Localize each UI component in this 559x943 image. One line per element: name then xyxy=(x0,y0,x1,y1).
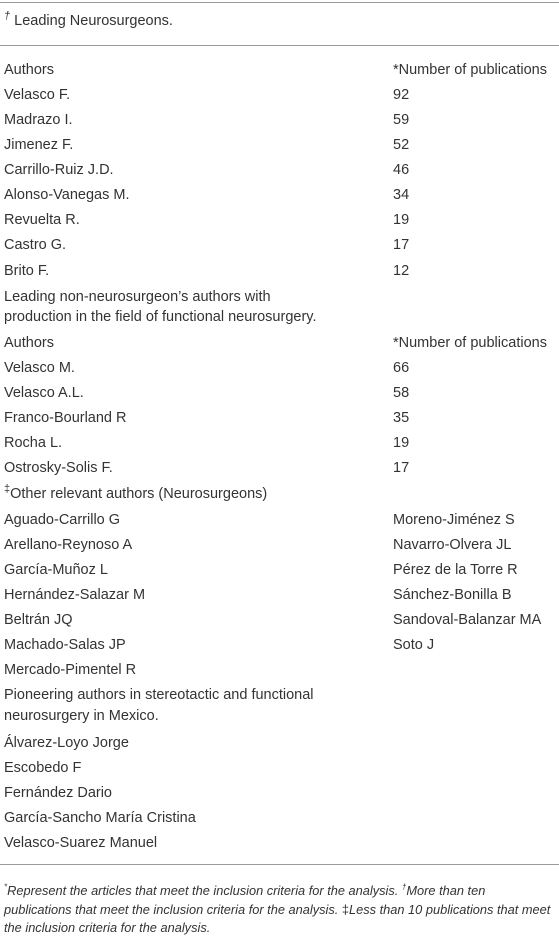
table-row-count: 92 xyxy=(393,87,410,103)
list-item: García-Sancho María Cristina xyxy=(4,810,196,826)
top-rule xyxy=(0,2,559,3)
list-item: Velasco-Suarez Manuel xyxy=(4,835,158,851)
table-row-name: Alonso-Vanegas M. xyxy=(4,187,130,203)
table-row-name: Rocha L. xyxy=(4,435,63,451)
section2-header-authors: Authors xyxy=(4,335,54,351)
caption-rule xyxy=(0,45,559,46)
table-row-name: Franco-Bourland R xyxy=(4,410,127,426)
section1-header-authors: Authors xyxy=(4,62,54,78)
section1-header-count: *Number of publications xyxy=(393,62,547,78)
section2-header-count: *Number of publications xyxy=(393,335,547,351)
caption-text: Leading Neurosurgeons. xyxy=(14,13,173,29)
table-row-left: Mercado-Pimentel R xyxy=(4,662,137,678)
table-row-count: 66 xyxy=(393,360,410,376)
footnote-ddagger-text: Less than 10 publications that meet the inclusion criteria for the analysis. xyxy=(4,901,551,935)
table-row-right: Navarro-Olvera JL xyxy=(393,537,512,553)
star-marker: * xyxy=(4,882,8,892)
table-row-name: Brito F. xyxy=(4,263,50,279)
table-row-count: 12 xyxy=(393,263,410,279)
table-row-left: Machado-Salas JP xyxy=(4,637,126,653)
table-row-count: 52 xyxy=(393,137,410,153)
table-row-count: 19 xyxy=(393,435,410,451)
table-row-count: 59 xyxy=(393,112,410,128)
table-row-name: Ostrosky-Solis F. xyxy=(4,460,113,476)
table-row-left: Beltrán JQ xyxy=(4,612,73,628)
table-row-left: Aguado-Carrillo G xyxy=(4,512,121,528)
section3-title-text: Other relevant authors (Neurosurgeons) xyxy=(10,486,268,502)
table-row-right: Sandoval-Balanzar MA xyxy=(393,612,542,628)
section4-title-line1: Pioneering authors in stereotactic and functional xyxy=(4,687,314,703)
table-row-name: Madrazo I. xyxy=(4,112,73,128)
table-row-count: 17 xyxy=(393,237,410,253)
table-row-count: 58 xyxy=(393,385,410,401)
footnote-dagger-text: More than ten publications that meet the inclusion criteria for the analysis. xyxy=(4,883,486,917)
table-row-left: Hernández-Salazar M xyxy=(4,587,146,603)
table-row-name: Velasco F. xyxy=(4,87,71,103)
table-caption xyxy=(4,12,173,30)
list-item: Fernández Dario xyxy=(4,785,112,801)
section2-title-line1: Leading non-neurosurgeon’s authors with xyxy=(4,289,271,305)
table-row-name: Velasco A.L. xyxy=(4,385,84,401)
list-item: Álvarez-Loyo Jorge xyxy=(4,735,129,751)
dagger-marker: † xyxy=(4,10,11,23)
table-row-left: García-Muñoz L xyxy=(4,562,108,578)
section3-title xyxy=(4,485,267,503)
dagger-marker: † xyxy=(401,882,407,892)
section2-title-line2: production in the field of functional neurosurgery. xyxy=(4,309,317,325)
table-row-name: Carrillo-Ruiz J.D. xyxy=(4,162,114,178)
table-row-name: Velasco M. xyxy=(4,360,75,376)
bottom-rule xyxy=(0,864,559,865)
table-row-right: Moreno-Jiménez S xyxy=(393,512,515,528)
table-row-name: Castro G. xyxy=(4,237,67,253)
table-row-name: Revuelta R. xyxy=(4,212,80,228)
table-row-left: Arellano-Reynoso A xyxy=(4,537,133,553)
table-row-count: 17 xyxy=(393,460,410,476)
table-row-name: Jimenez F. xyxy=(4,137,74,153)
double-dagger-marker: ‡ xyxy=(4,483,11,496)
table-row-count: 46 xyxy=(393,162,410,178)
table-row-right: Pérez de la Torre R xyxy=(393,562,518,578)
table-row-count: 19 xyxy=(393,212,410,228)
footnote-star-text: Represent the articles that meet the inclusion criteria for the analysis. xyxy=(7,883,399,898)
table-row-count: 34 xyxy=(393,187,410,203)
table-footnote xyxy=(4,882,554,938)
section4-title-line2: neurosurgery in Mexico. xyxy=(4,708,159,724)
list-item: Escobedo F xyxy=(4,760,82,776)
table-row-right: Sánchez-Bonilla B xyxy=(393,587,512,603)
double-dagger-marker: ‡ xyxy=(341,901,349,917)
table-row-right: Soto J xyxy=(393,637,435,653)
table-row-count: 35 xyxy=(393,410,410,426)
